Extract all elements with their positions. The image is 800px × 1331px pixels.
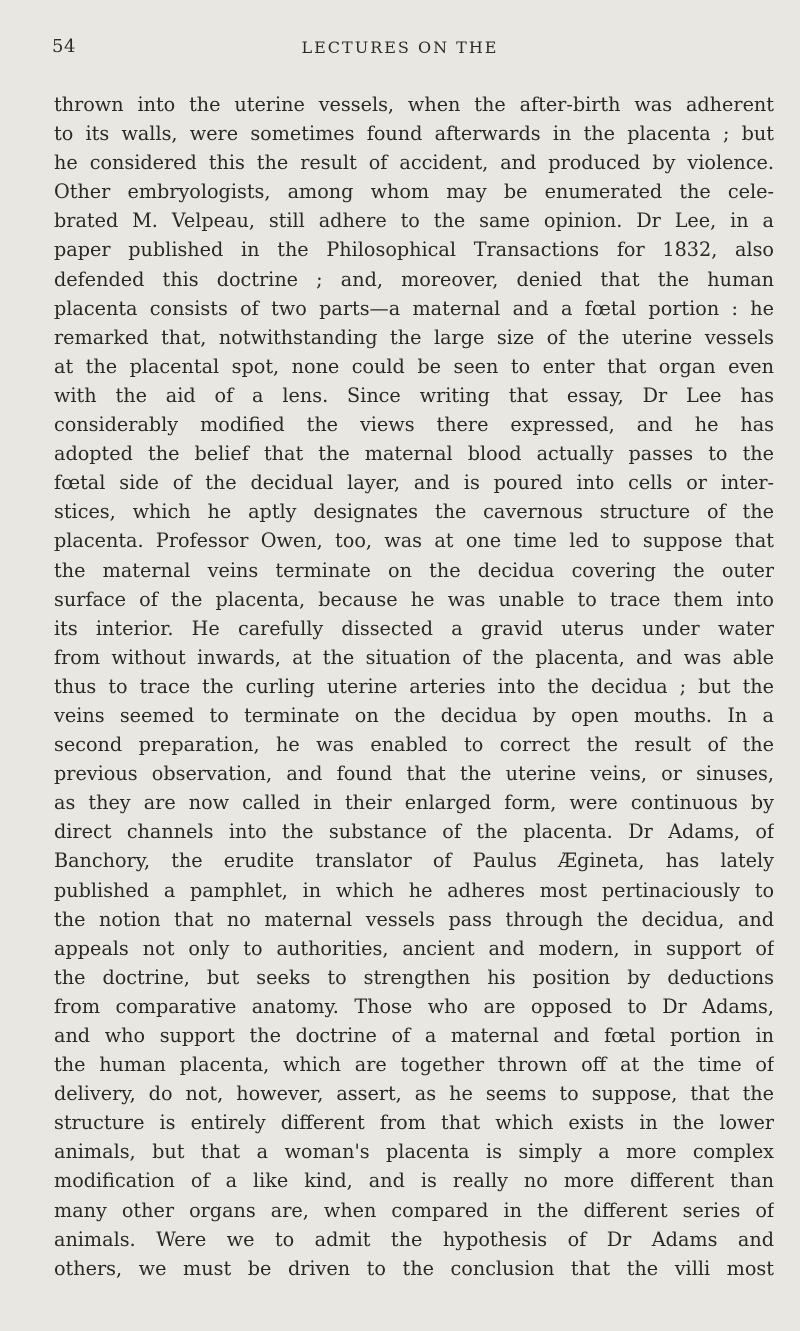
text-line: from without inwards, at the situation of the placenta, and was able xyxy=(54,645,774,669)
text-line: thus to trace the curling uterine arteries into the decidua ; but the xyxy=(54,674,774,698)
text-line: the notion that no maternal vessels pass through the decidua, and xyxy=(54,907,774,931)
text-line: as they are now called in their enlarged form, were continuous by xyxy=(54,791,774,815)
running-head: LECTURES ON THE xyxy=(301,38,499,57)
text-line: surface of the placenta, because he was unable to trace them into xyxy=(54,587,774,611)
text-line: from comparative anatomy. Those who are opposed to Dr Adams, xyxy=(54,994,774,1018)
text-line: veins seemed to terminate on the decidua by open mouths. In a xyxy=(54,703,774,727)
text-line: he considered this the result of accident, and produced by violence. xyxy=(54,151,774,175)
text-line: many other organs are, when compared in the different series of xyxy=(54,1198,774,1222)
body-text xyxy=(54,90,774,1283)
text-line: delivery, do not, however, assert, as he seems to suppose, that the xyxy=(54,1082,774,1106)
text-line: animals, but that a woman's placenta is simply a more complex xyxy=(54,1140,774,1164)
text-line: placenta consists of two parts—a maternal and a fœtal portion : he xyxy=(54,296,774,320)
text-line: defended this doctrine ; and, moreover, denied that the human xyxy=(54,267,774,291)
text-line: the maternal veins terminate on the decidua covering the outer xyxy=(54,558,774,582)
text-line: direct channels into the substance of the placenta. Dr Adams, of xyxy=(54,820,774,844)
text-line: with the aid of a lens. Since writing that essay, Dr Lee has xyxy=(54,383,774,407)
text-line: published a pamphlet, in which he adheres most pertinaciously to xyxy=(54,878,774,902)
text-line: to its walls, were sometimes found afterwards in the placenta ; but xyxy=(54,122,774,146)
text-line: modification of a like kind, and is really no more different than xyxy=(54,1169,774,1193)
text-line: thrown into the uterine vessels, when the after-birth was adherent xyxy=(54,93,774,116)
text-line: remarked that, notwithstanding the large size of the uterine vessels xyxy=(54,325,774,349)
text-line: second preparation, he was enabled to correct the result of the xyxy=(54,733,774,757)
text-line: its interior. He carefully dissected a gravid uterus under water xyxy=(54,616,774,640)
page-number: 54 xyxy=(52,36,76,57)
text-line: at the placental spot, none could be seen to enter that organ even xyxy=(54,354,774,378)
text-line: animals. Were we to admit the hypothesis of Dr Adams and xyxy=(54,1227,774,1251)
text-line: the doctrine, but seeks to strengthen his position by deductions xyxy=(54,965,774,989)
text-line: Other embryologists, among whom may be enumerated the cele- xyxy=(54,180,774,204)
text-line: others, we must be driven to the conclusion that the villi most xyxy=(54,1256,774,1280)
text-line: structure is entirely different from that which exists in the lower xyxy=(54,1111,774,1135)
page-header xyxy=(0,36,800,66)
text-line: fœtal side of the decidual layer, and is poured into cells or inter- xyxy=(54,471,774,495)
text-line: brated M. Velpeau, still adhere to the same opinion. Dr Lee, in a xyxy=(54,209,774,233)
text-line: placenta. Professor Owen, too, was at one time led to suppose that xyxy=(54,529,774,553)
text-line: considerably modified the views there expressed, and he has xyxy=(54,413,774,437)
text-line: the human placenta, which are together thrown off at the time of xyxy=(54,1053,774,1077)
text-line: Banchory, the erudite translator of Paulus Ægineta, has lately xyxy=(54,849,774,873)
text-line: paper published in the Philosophical Transactions for 1832, also xyxy=(54,238,774,262)
text-line: stices, which he aptly designates the cavernous structure of the xyxy=(54,500,774,524)
text-line: appeals not only to authorities, ancient and modern, in support of xyxy=(54,936,774,960)
text-line: and who support the doctrine of a maternal and fœtal portion in xyxy=(54,1024,774,1047)
text-line: adopted the belief that the maternal blood actually passes to the xyxy=(54,442,774,466)
text-line: previous observation, and found that the uterine veins, or sinuses, xyxy=(54,762,774,786)
